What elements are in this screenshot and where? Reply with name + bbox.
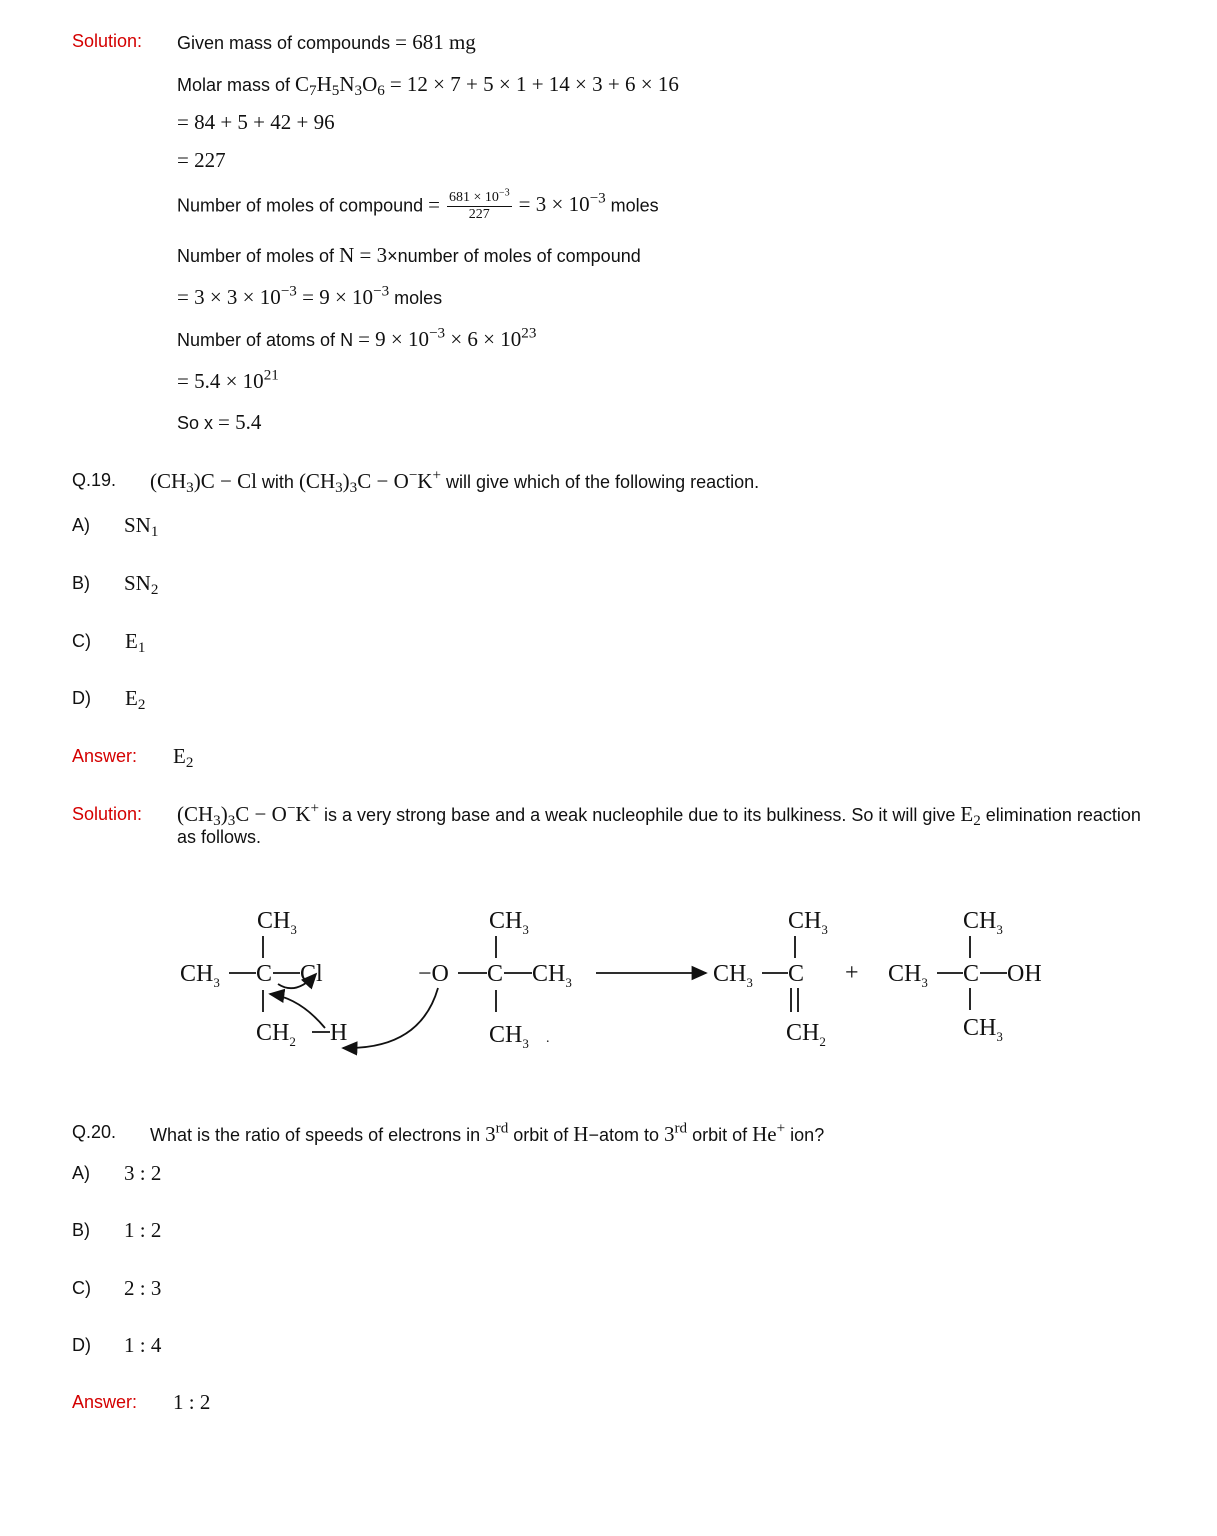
solution-line-8: Number of atoms of $N = 9 \times 10^{-3} \times 6 \times 10^{23}$ xyxy=(177,325,537,351)
solution-line-2: Molar mass of $C_7H_5N_3O_6 = 12 \times 7 + 5 \times 1 + 14 \times 3 + 6 \times 16$ xyxy=(177,72,679,99)
p1-bottom-ch2: $CH_2$ xyxy=(786,1020,826,1049)
q20-option-value-d: 1 : 4 xyxy=(124,1333,162,1357)
option-value-d: $E_2$ xyxy=(125,686,146,713)
p2-oh: OH xyxy=(1007,961,1042,987)
m1-top-ch3: $CH_3$ xyxy=(257,908,297,937)
p2-top-ch3: $CH_3$ xyxy=(963,908,1003,937)
m2-dot: . xyxy=(546,1031,550,1046)
option-key-c: C) xyxy=(72,631,91,651)
solution-line-3: = 84 + 5 + 42 + 96 xyxy=(177,110,335,134)
question-19-stem: $(CH_3)C - Cl$ with $(CH_3)_3C - O^-K^+$ will give which of the following reaction. xyxy=(150,467,760,496)
solution-line-10: So x = 5.4 xyxy=(177,410,262,434)
solution-label: Solution: xyxy=(72,31,143,51)
option-key-b: B) xyxy=(72,573,90,593)
q20-option-value-c: 2 : 3 xyxy=(124,1276,162,1300)
moles-fraction: $\frac{681 \times 10^{-3}}{227}$ xyxy=(448,187,510,222)
option-key-d: D) xyxy=(72,688,91,708)
m1-h: H xyxy=(330,1020,348,1046)
p1-left-ch3: $CH_3$ xyxy=(713,961,753,990)
question-20-stem: What is the ratio of speeds of electrons in 3rd orbit of H−atom to 3rd orbit of He+ ion? xyxy=(150,1120,825,1146)
m2-o-minus: −O xyxy=(418,961,449,987)
plus-sign: + xyxy=(845,960,859,986)
p1-central-c: C xyxy=(788,961,805,987)
p2-central-c: C xyxy=(963,961,980,987)
m2-bottom-ch3: $CH_3$ xyxy=(489,1022,529,1051)
formula-c7h5n3o6: $C_7H_5N_3O_6$ xyxy=(295,72,385,99)
solution-line-1: Given mass of compounds = 681 mg xyxy=(177,30,476,54)
solution-line-9: = $5.4 \times 10^{21}$ xyxy=(177,367,279,393)
q20-option-key-c: C) xyxy=(72,1278,91,1298)
p2-left-ch3: $CH_3$ xyxy=(888,961,928,990)
answer-value-19: $E_2$ xyxy=(173,744,194,771)
solution-line-5: Number of moles of compound = $\frac{681 \times 10^{-3}}{227}$ = $3 \times 10^{-3}$ moles xyxy=(177,187,659,222)
q20-option-key-b: B) xyxy=(72,1220,90,1240)
question-number-19: Q.19. xyxy=(72,470,117,490)
m2-top-ch3: $CH_3$ xyxy=(489,908,529,937)
arrow-base-to-h xyxy=(343,988,438,1048)
question-number-20: Q.20. xyxy=(72,1122,117,1142)
m1-cl: Cl xyxy=(300,961,323,987)
q20-option-key-a: A) xyxy=(72,1163,90,1183)
m1-left-ch3: $CH_3$ xyxy=(180,961,220,990)
option-key-a: A) xyxy=(72,515,90,535)
q20-option-key-d: D) xyxy=(72,1335,91,1355)
solution-line-6: Number of moles of N = 3×number of moles of compound xyxy=(177,243,641,267)
option-value-b: $SN_2$ xyxy=(124,571,159,598)
answer-label-19: Answer: xyxy=(72,746,138,766)
solution-line-7: = $3 \times 3 \times 10^{-3} = 9 \times 10^{-3}$ moles xyxy=(177,283,443,309)
q20-option-value-b: 1 : 2 xyxy=(124,1218,162,1242)
solution-19-text: $(CH_3)_3C - O^-K^+$ is a very strong base and a weak nucleophile due to its bulkiness. So it will give $E_2$ elimination reaction as follows. xyxy=(177,800,1141,847)
p2-bottom-ch3: $CH_3$ xyxy=(963,1015,1003,1044)
m1-bottom-ch2: $CH_2$ xyxy=(256,1020,296,1049)
m2-right-ch3: $CH_3$ xyxy=(532,961,572,990)
p1-top-ch3: $CH_3$ xyxy=(788,908,828,937)
m2-central-c: C xyxy=(487,961,504,987)
solution-line-4: = 227 xyxy=(177,148,226,172)
option-value-c: $E_1$ xyxy=(125,629,146,656)
solution-label-19: Solution: xyxy=(72,804,143,824)
m1-central-c: C xyxy=(256,961,273,987)
answer-value-20: 1 : 2 xyxy=(173,1390,211,1414)
q20-option-value-a: 3 : 2 xyxy=(124,1161,162,1185)
e2-reaction-scheme xyxy=(0,880,1217,1070)
answer-label-20: Answer: xyxy=(72,1392,138,1412)
option-value-a: $SN_1$ xyxy=(124,513,159,540)
